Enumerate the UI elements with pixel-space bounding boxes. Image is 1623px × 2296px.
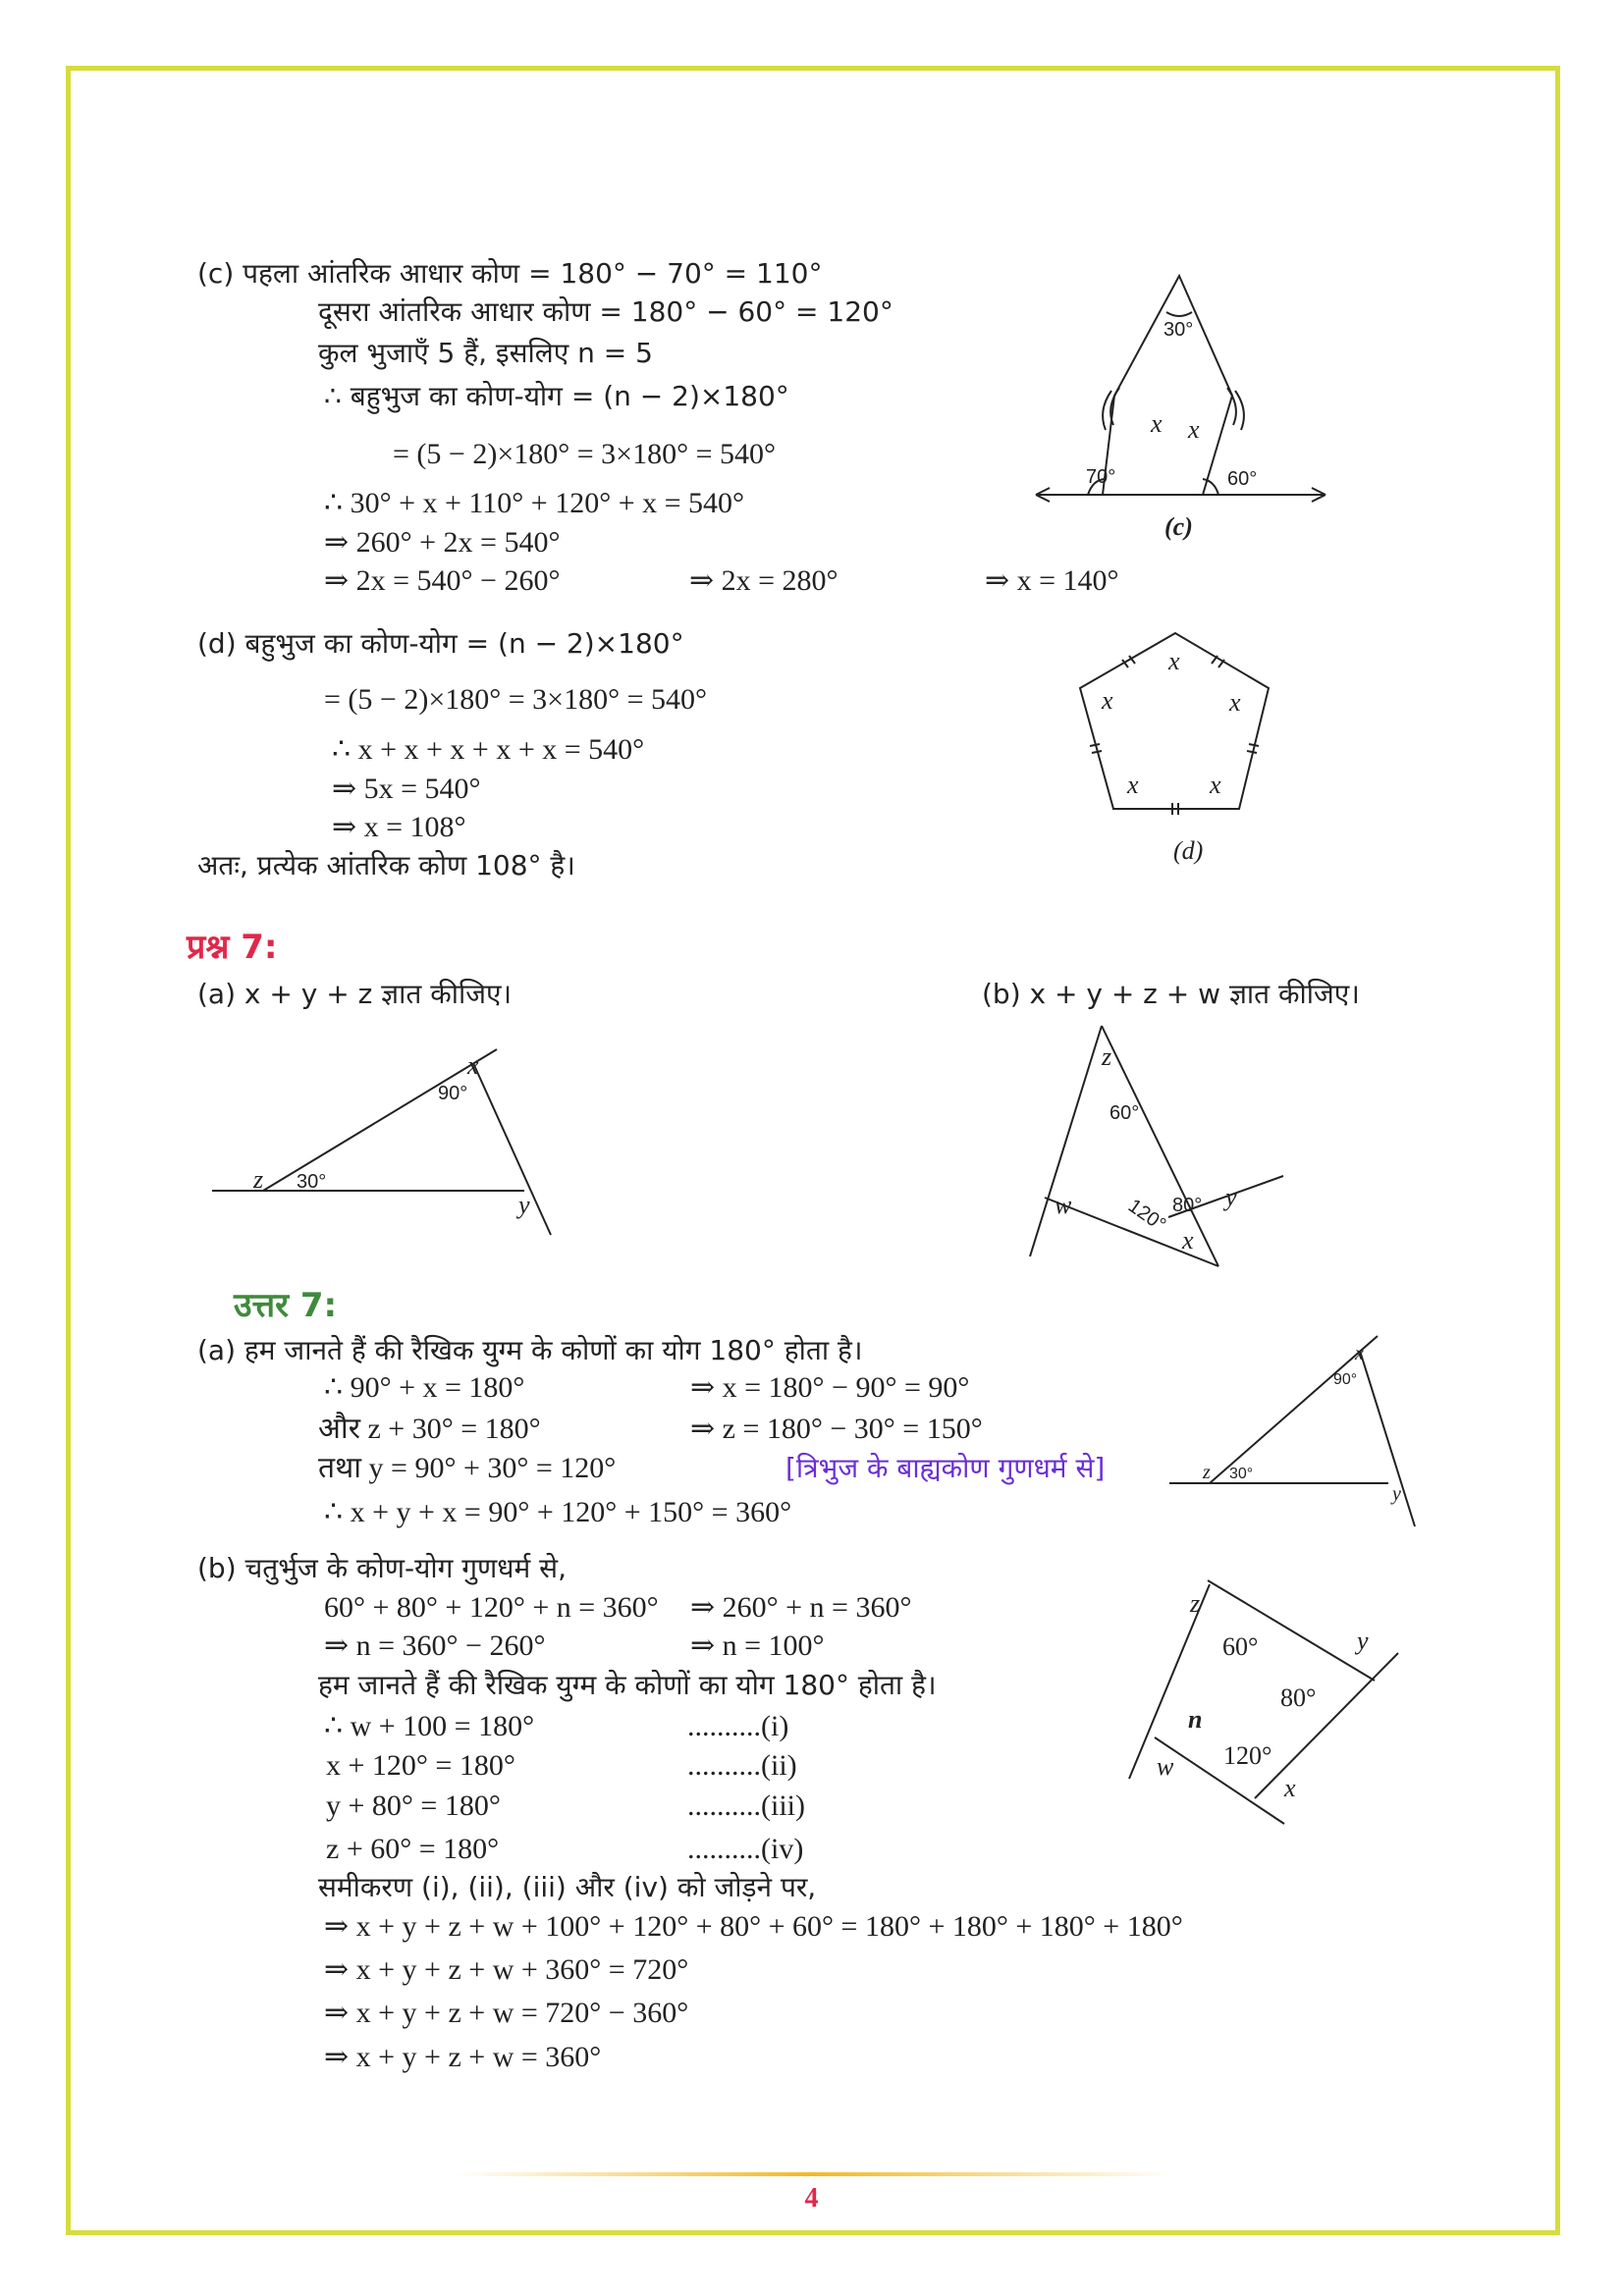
label: w xyxy=(1055,1191,1072,1219)
equation: z + 60° = 180° xyxy=(326,1833,500,1865)
equation: ∴ x + y + x = 90° + 120° + 150° = 360° xyxy=(324,1496,792,1528)
text-line: (b) चतुर्भुज के कोण-योग गुणधर्म से, xyxy=(197,1552,567,1584)
question-heading: प्रश्न 7: xyxy=(187,928,278,967)
text-line: दूसरा आंतरिक आधार कोण = 180° − 60° = 120° xyxy=(318,295,893,328)
equation: 60° + 80° + 120° + n = 360° xyxy=(324,1591,659,1624)
label: x xyxy=(1284,1774,1296,1802)
equation: ⇒ n = 100° xyxy=(690,1629,825,1662)
equation: ⇒ x + y + z + w = 360° xyxy=(324,2041,602,2073)
label: n xyxy=(1188,1705,1203,1734)
answer-figure-b xyxy=(1129,1580,1398,1824)
label: x xyxy=(1210,771,1221,799)
label: y xyxy=(518,1191,530,1219)
label: 30° xyxy=(1163,319,1194,341)
label: 70° xyxy=(1086,466,1116,488)
label: x xyxy=(1182,1226,1194,1255)
label: y xyxy=(1225,1183,1237,1211)
caption: (c) xyxy=(1164,512,1193,541)
equation-label: ..........(iii) xyxy=(687,1789,805,1822)
label: x xyxy=(1229,688,1241,717)
text-line: समीकरण (i), (ii), (iii) और (iv) को जोड़ने पर, xyxy=(318,1871,817,1903)
question-figure-b xyxy=(1030,1026,1283,1266)
equation: ⇒ 260° + n = 360° xyxy=(690,1591,912,1624)
equation: x + 120° = 180° xyxy=(326,1749,515,1782)
answer-figure-a xyxy=(1169,1336,1415,1526)
label: 80° xyxy=(1280,1683,1317,1712)
page-number: 4 xyxy=(804,2183,819,2214)
label: y xyxy=(1357,1627,1369,1655)
label: x xyxy=(1355,1343,1364,1364)
label: 60° xyxy=(1222,1632,1259,1661)
label: 30° xyxy=(297,1171,327,1193)
equation: ∴ x + x + x + x + x = 540° xyxy=(332,733,645,766)
equation: ⇒ x + y + z + w + 100° + 120° + 80° + 60° = 180° + 180° + 180° + 180° xyxy=(324,1910,1183,1943)
equation: ⇒ z = 180° − 30° = 150° xyxy=(690,1413,983,1445)
label: x xyxy=(467,1051,479,1080)
equation: तथा y = 90° + 30° = 120° xyxy=(318,1452,617,1484)
equation: ∴ 30° + x + 110° + 120° + x = 540° xyxy=(324,487,745,519)
label: 80° xyxy=(1172,1195,1203,1216)
label: w xyxy=(1157,1752,1174,1781)
equation: = (5 − 2)×180° = 3×180° = 540° xyxy=(324,683,707,716)
caption: (d) xyxy=(1173,836,1204,865)
label: 90° xyxy=(1333,1371,1358,1388)
label: 60° xyxy=(1227,468,1258,490)
equation-label: ..........(iv) xyxy=(687,1833,804,1865)
text-line: (d) बहुभुज का कोण-योग = (n − 2)×180° xyxy=(197,627,684,660)
equation: y + 80° = 180° xyxy=(326,1789,501,1822)
equation: ⇒ x + y + z + w = 720° − 360° xyxy=(324,1997,689,2029)
equation: ⇒ 5x = 540° xyxy=(332,773,481,805)
equation: ⇒ x + y + z + w + 360° = 720° xyxy=(324,1953,689,1986)
text-line: ∴ बहुभुज का कोण-योग = (n − 2)×180° xyxy=(324,380,789,412)
label: 120° xyxy=(1223,1741,1272,1770)
answer-heading: उत्तर 7: xyxy=(234,1286,338,1325)
text-line: कुल भुजाएँ 5 हैं, इसलिए n = 5 xyxy=(318,337,653,369)
figure-d-pentagon xyxy=(1080,633,1269,865)
equation: ⇒ x = 108° xyxy=(332,811,466,843)
footer-divider xyxy=(454,2172,1172,2176)
equation: ⇒ n = 360° − 260° xyxy=(324,1629,546,1662)
question-figure-a xyxy=(212,1049,551,1235)
question-a: (a) x + y + z ज्ञात कीजिए। xyxy=(197,978,513,1010)
equation: और z + 30° = 180° xyxy=(318,1413,541,1445)
equation: ⇒ 260° + 2x = 540° xyxy=(324,526,561,559)
label: 120° xyxy=(1123,1195,1170,1237)
label: z xyxy=(253,1165,264,1194)
figure-c-pentagon xyxy=(1036,276,1325,541)
label: 90° xyxy=(438,1083,468,1104)
equation: ⇒ 2x = 540° − 260° xyxy=(324,564,561,597)
label: z xyxy=(1190,1589,1201,1618)
label: 60° xyxy=(1109,1102,1140,1124)
equation: ⇒ x = 180° − 90° = 90° xyxy=(690,1371,970,1404)
label: y xyxy=(1392,1483,1401,1505)
reference-note: [त्रिभुज के बाह्यकोण गुणधर्म से] xyxy=(785,1452,1106,1484)
label: z xyxy=(1102,1042,1112,1071)
equation: ∴ 90° + x = 180° xyxy=(324,1371,525,1404)
label: z xyxy=(1203,1462,1211,1483)
equation-label: ..........(i) xyxy=(687,1710,789,1742)
equation: ⇒ 2x = 280° xyxy=(689,564,839,597)
text-line: हम जानते हैं की रैखिक युग्म के कोणों का योग 180° होता है। xyxy=(318,1669,937,1701)
text-line: (c) पहला आंतरिक आधार कोण = 180° − 70° = 110° xyxy=(197,257,823,290)
equation: = (5 − 2)×180° = 3×180° = 540° xyxy=(393,438,776,470)
equation-label: ..........(ii) xyxy=(687,1749,797,1782)
text-line: (a) हम जानते हैं की रैखिक युग्म के कोणों का योग 180° होता है। xyxy=(197,1334,863,1366)
label: x xyxy=(1127,771,1139,799)
label: 30° xyxy=(1229,1466,1254,1482)
label: x xyxy=(1102,686,1113,715)
label: x xyxy=(1151,409,1163,438)
equation: ∴ w + 100 = 180° xyxy=(324,1710,535,1742)
label: x xyxy=(1168,647,1180,675)
label: x xyxy=(1188,415,1200,444)
text-line: अतः, प्रत्येक आंतरिक कोण 108° है। xyxy=(197,849,575,881)
question-b: (b) x + y + z + w ज्ञात कीजिए। xyxy=(982,978,1360,1010)
equation: ⇒ x = 140° xyxy=(985,564,1119,597)
